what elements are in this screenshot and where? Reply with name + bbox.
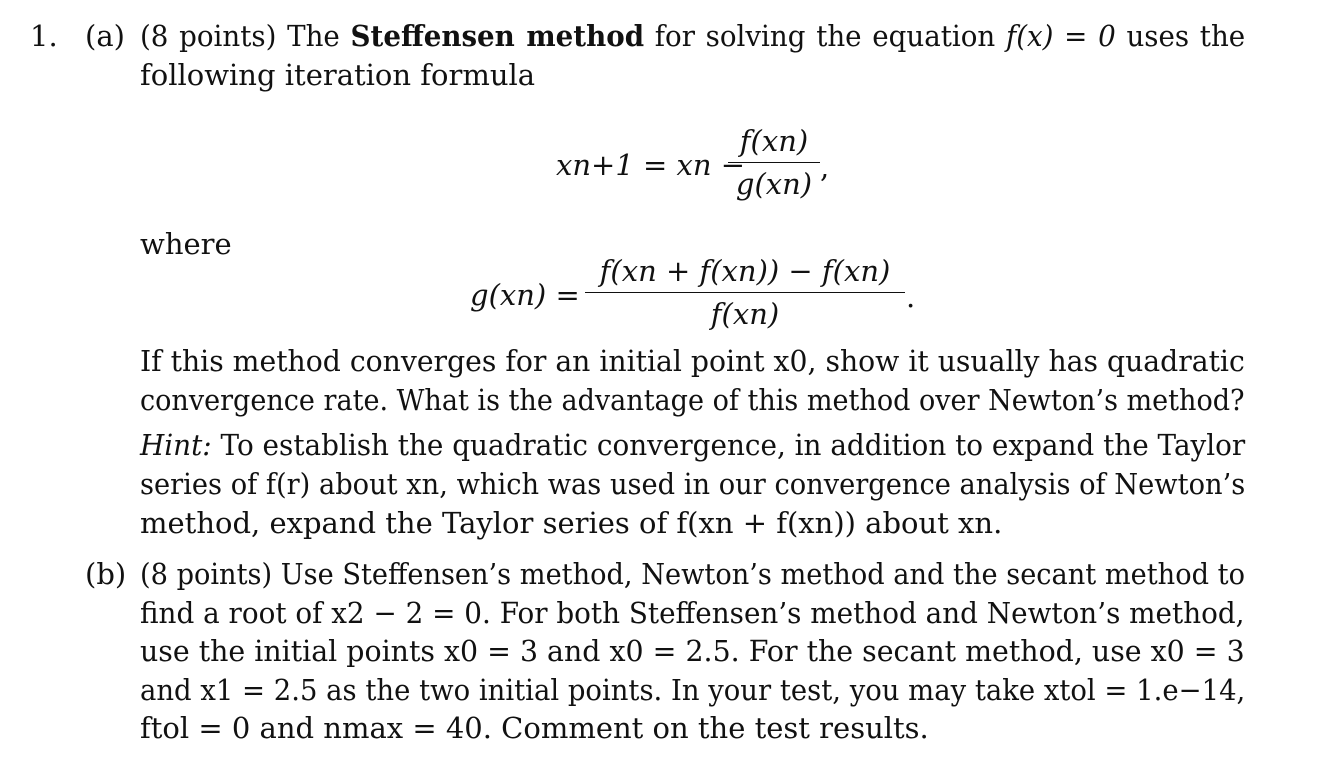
g-numerator: f(xn + f(xn)) − f(xn) <box>599 254 891 288</box>
part-a-intro <box>140 17 1246 55</box>
question-line2: convergence rate. What is the advantage of this method over Newton’s method? <box>140 383 1245 417</box>
formula-comma: , <box>820 150 830 184</box>
part-a-line2: following iteration formula <box>140 58 536 92</box>
part-b-line5: ftol = 0 and nmax = 40. Comment on the test results. <box>140 711 929 745</box>
formula-lhs: xn+1 = xn − <box>556 148 746 182</box>
formula-numerator: f(xn) <box>739 124 809 158</box>
intro-the: The <box>287 19 340 53</box>
g-period: . <box>906 280 916 314</box>
question-line1: If this method converges for an initial point x0, show it usually has quadratic <box>140 344 1245 378</box>
part-a-points: (8 points) <box>140 19 277 53</box>
formula-fraction-bar <box>728 162 820 163</box>
hint-label: Hint: <box>140 428 212 462</box>
g-lhs: g(xn) = <box>470 278 580 312</box>
part-b-line1: (8 points) Use Steffensen’s method, Newton’s method and the secant method to <box>140 557 1245 591</box>
part-b-line3: use the initial points x0 = 3 and x0 = 2.5. For the secant method, use x0 = 3 <box>140 634 1245 668</box>
part-a-label: (a) <box>85 19 125 53</box>
hint-text1: To establish the quadratic convergence, in addition to expand the Taylor <box>220 428 1246 462</box>
g-fraction <box>585 252 905 333</box>
hint-line1 <box>140 426 1245 464</box>
uses-the: uses the <box>1126 19 1246 53</box>
part-b-label: (b) <box>85 557 127 591</box>
equation: f(x) = 0 <box>1005 19 1116 53</box>
hint-line2: series of f(r) about xn, which was used in our convergence analysis of Newton’s <box>140 467 1246 501</box>
intro-rest: for solving the equation <box>654 19 996 53</box>
g-fraction-bar <box>585 292 905 293</box>
part-b-line4: and x1 = 2.5 as the two initial points. In your test, you may take xtol = 1.e−14, <box>140 673 1246 707</box>
hint-line3: method, expand the Taylor series of f(xn + f(xn)) about xn. <box>140 506 1003 540</box>
problem-number: 1. <box>30 19 58 53</box>
formula-fraction <box>728 122 820 203</box>
formula-denominator: g(xn) <box>735 167 813 201</box>
where-label: where <box>140 227 232 261</box>
part-b-line2: find a root of x2 − 2 = 0. For both Steffensen’s method and Newton’s method, <box>140 596 1245 630</box>
g-denominator: f(xn) <box>710 297 780 331</box>
method-name: Steffensen method <box>350 19 645 53</box>
